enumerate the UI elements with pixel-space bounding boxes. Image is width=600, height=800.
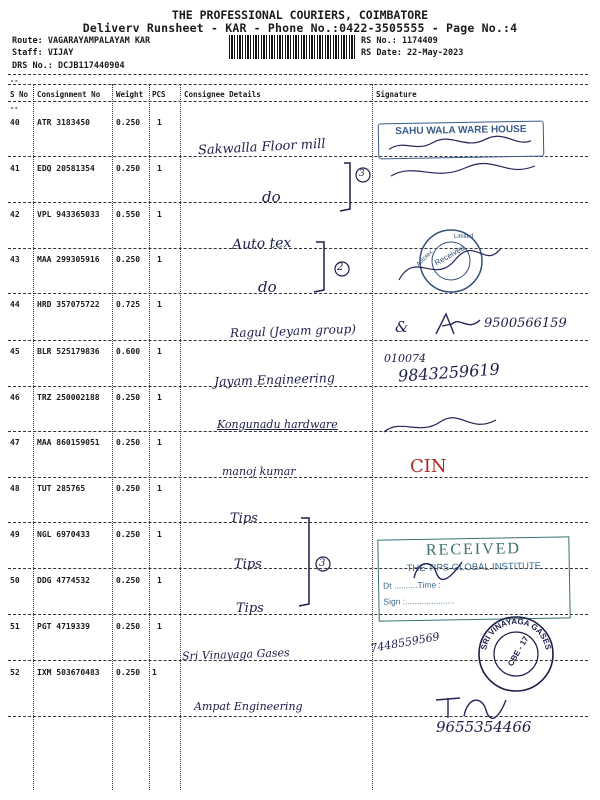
row-weight: 0.250 bbox=[116, 118, 141, 127]
col-separator bbox=[180, 84, 181, 790]
row-pcs: 1 bbox=[157, 164, 162, 173]
handwritten-consignee: Sakwalla Floor mill bbox=[197, 136, 326, 159]
dash-marker: -- bbox=[10, 104, 19, 112]
col-separator bbox=[33, 84, 34, 790]
col-weight: Weight bbox=[116, 90, 144, 99]
stamp-org-label: Autotex bbox=[416, 249, 435, 269]
col-separator bbox=[149, 84, 150, 790]
stamp-city: CBE - 17 bbox=[506, 634, 531, 668]
rs-number: RS No.: 1174409 bbox=[361, 36, 438, 46]
header-rule bbox=[8, 101, 588, 102]
handwritten-consignee: Ampat Engineering bbox=[194, 700, 303, 713]
row-weight: 0.250 bbox=[116, 164, 141, 173]
header-divider bbox=[8, 74, 588, 75]
row-weight: 0.250 bbox=[116, 668, 141, 677]
row-consignment: PGT 4719339 bbox=[37, 622, 90, 631]
row-sno: 51 bbox=[10, 622, 20, 631]
row-consignment: MAA 299305916 bbox=[37, 255, 100, 264]
handwritten-cin: CIN bbox=[410, 456, 447, 477]
handwritten-consignee: Kongunadu hardware bbox=[217, 418, 338, 431]
dash-marker: -- bbox=[10, 77, 19, 85]
vinayaga-gases-stamp bbox=[476, 614, 556, 694]
row-consignment: BLR 525179836 bbox=[37, 347, 100, 356]
row-pcs: 1 bbox=[157, 300, 162, 309]
row-sno: 46 bbox=[10, 393, 20, 402]
signature-scribble bbox=[380, 412, 500, 442]
staff-label: Staff: VIJAY bbox=[12, 48, 74, 58]
handwritten-consignee: Tips bbox=[234, 557, 262, 572]
row-rule bbox=[8, 340, 588, 341]
signature-scribble bbox=[385, 158, 545, 188]
row-sno: 40 bbox=[10, 118, 20, 127]
tips-stamp-dt: Dt ..........Time : bbox=[383, 579, 441, 591]
row-weight: 0.250 bbox=[116, 622, 141, 631]
row-weight: 0.250 bbox=[116, 393, 141, 402]
table-top-rule bbox=[8, 84, 588, 85]
row-pcs: 1 bbox=[157, 622, 162, 631]
row-rule bbox=[8, 202, 588, 203]
row-pcs: 1 bbox=[157, 576, 162, 585]
tips-received-stamp bbox=[377, 536, 570, 621]
col-separator bbox=[112, 84, 113, 790]
row-pcs: 1 bbox=[157, 118, 162, 127]
row-consignment: DDG 4774532 bbox=[37, 576, 90, 585]
row-weight: 0.250 bbox=[116, 530, 141, 539]
row-weight: 0.250 bbox=[116, 576, 141, 585]
barcode bbox=[229, 35, 355, 59]
row-consignment: NGL 6970433 bbox=[37, 530, 90, 539]
col-consignee: Consignee Details bbox=[184, 90, 261, 99]
handwritten-consignee: do bbox=[262, 188, 281, 206]
company-title: THE PROFESSIONAL COURIERS, COIMBATORE bbox=[171, 8, 429, 22]
handwritten-consignee: Tips bbox=[236, 601, 264, 616]
signature-scribble bbox=[408, 556, 468, 584]
row-consignment: ATR 3183450 bbox=[37, 118, 90, 127]
row-consignment: HRD 357075722 bbox=[37, 300, 100, 309]
row-consignment: VPL 943365033 bbox=[37, 210, 100, 219]
row-consignment: EDQ 20581354 bbox=[37, 164, 95, 173]
rs-date: RS Date: 22-May-2023 bbox=[361, 48, 464, 58]
row-weight: 0.250 bbox=[116, 484, 141, 493]
drs-number: DRS No.: DCJB117440904 bbox=[12, 61, 125, 71]
tips-stamp-sign: Sign :..................... bbox=[383, 595, 455, 607]
bracket-count: 2 bbox=[337, 262, 344, 273]
row-sno: 44 bbox=[10, 300, 20, 309]
row-sno: 45 bbox=[10, 347, 20, 356]
handwritten-consignee: Sri Vinayaga Gases bbox=[181, 646, 290, 663]
row-sno: 50 bbox=[10, 576, 20, 585]
col-consignment: Consignment No bbox=[37, 90, 101, 99]
row-consignment: TUT 285765 bbox=[37, 484, 86, 493]
signature-scribble bbox=[432, 310, 484, 340]
row-pcs: 1 bbox=[157, 255, 162, 264]
handwritten-mark: & bbox=[395, 318, 409, 336]
row-pcs: 1 bbox=[157, 438, 162, 447]
row-rule bbox=[8, 431, 588, 432]
handwritten-phone: 7448559569 bbox=[369, 630, 441, 655]
route-label: Route: VAGARAYAMPALAYAM KAR bbox=[12, 36, 151, 46]
warehouse-stamp bbox=[378, 121, 545, 160]
row-pcs: 1 bbox=[157, 530, 162, 539]
row-weight: 0.250 bbox=[116, 255, 141, 264]
tips-stamp-org: THE TIPS GLOBAL INSTITUTE bbox=[406, 560, 542, 575]
runsheet-title: Deliverv Runsheet - KAR - Phone No.:0422-3505555 - Page No.:4 bbox=[82, 21, 518, 35]
row-sno: 42 bbox=[10, 210, 20, 219]
tips-stamp-title: RECEIVED bbox=[425, 540, 522, 559]
bracket-count: 3 bbox=[359, 169, 365, 179]
row-sno: 52 bbox=[10, 668, 20, 677]
stamp-name: SRI VINAYAGA GASES bbox=[479, 616, 553, 651]
handwritten-consignee: Ragul (Jeyam group) bbox=[229, 321, 357, 341]
row-sno: 43 bbox=[10, 255, 20, 264]
row-sno: 47 bbox=[10, 438, 20, 447]
handwritten-consignee: Auto tex bbox=[231, 234, 292, 254]
row-pcs: 1 bbox=[152, 668, 157, 677]
row-weight: 0.725 bbox=[116, 300, 141, 309]
stamp-received-label: Received bbox=[433, 243, 467, 268]
signature-scribble bbox=[395, 240, 505, 290]
handwritten-consignee: manoj kumar bbox=[222, 465, 296, 478]
row-pcs: 1 bbox=[157, 210, 162, 219]
row-pcs: 1 bbox=[157, 393, 162, 402]
handwritten-bracket bbox=[330, 155, 380, 215]
stamp-sub-label: Limited bbox=[454, 234, 474, 240]
col-pcs: PCS bbox=[152, 90, 166, 99]
handwritten-note: 010074 bbox=[384, 352, 426, 365]
signature-scribble bbox=[385, 135, 535, 156]
handwritten-bracket bbox=[310, 236, 360, 296]
handwritten-phone: 9500566159 bbox=[484, 316, 567, 331]
row-consignment: TRZ 250002188 bbox=[37, 393, 100, 402]
handwritten-consignee: Tips bbox=[230, 511, 258, 526]
handwritten-consignee: Jayam Engineering bbox=[213, 369, 336, 390]
row-weight: 0.250 bbox=[116, 438, 141, 447]
handwritten-phone: 9843259619 bbox=[397, 359, 501, 386]
col-sno: S No bbox=[10, 90, 29, 99]
row-weight: 0.550 bbox=[116, 210, 141, 219]
row-pcs: 1 bbox=[157, 347, 162, 356]
bracket-count: 3 bbox=[319, 558, 326, 569]
col-signature: Signature bbox=[376, 90, 417, 99]
row-weight: 0.600 bbox=[116, 347, 141, 356]
row-rule bbox=[8, 477, 588, 478]
row-sno: 41 bbox=[10, 164, 20, 173]
warehouse-stamp-text: SAHU WALA WARE HOUSE bbox=[395, 123, 527, 138]
row-sno: 49 bbox=[10, 530, 20, 539]
handwritten-consignee: do bbox=[258, 278, 277, 296]
row-sno: 48 bbox=[10, 484, 20, 493]
row-rule bbox=[8, 293, 588, 294]
row-consignment: MAA 860159051 bbox=[37, 438, 100, 447]
row-consignment: IXM 503670483 bbox=[37, 668, 100, 677]
handwritten-phone: 9655354466 bbox=[436, 718, 532, 736]
row-pcs: 1 bbox=[157, 484, 162, 493]
